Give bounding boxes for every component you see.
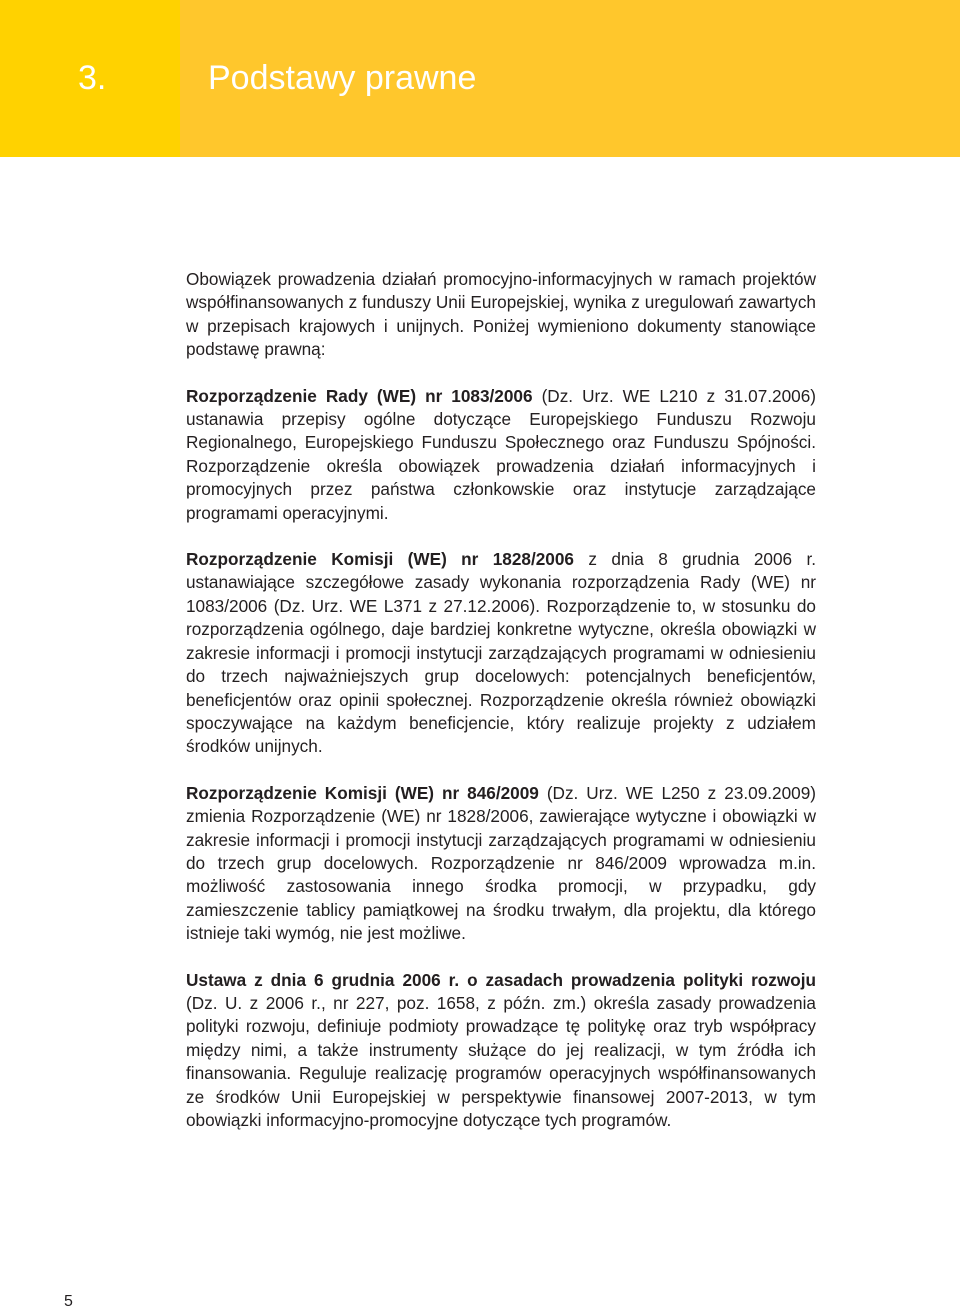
- document-body: [186, 268, 816, 1155]
- chapter-title: Podstawy prawne: [208, 59, 477, 97]
- legal-act-title: Rozporządzenie Komisji (WE) nr 846/2009: [186, 782, 539, 803]
- legal-act-description: (Dz. Urz. WE L250 z 23.09.2009) zmienia Rozporządzenie (WE) nr 1828/2006, zawierające wytyczne i obowiązki w zakresie informacji i promocji instytucji zarządzających programami w odniesieniu do trzech grup docelowych. Rozporządzenie nr 846/2009 wprowadza m.in. możliwość zastosowania innego środka promocji, w przypadku, gdy zamieszczenie tablicy pamiątkowej na środku trwałym, dla projektu, dla którego istnieje taki wymóg, nie jest możliwe.: [186, 782, 817, 944]
- legal-act-title: Rozporządzenie Komisji (WE) nr 1828/2006: [186, 549, 574, 570]
- legal-act-title: Ustawa z dnia 6 grudnia 2006 r. o zasadach prowadzenia polityki rozwoju: [186, 969, 816, 990]
- legal-act-title: Rozporządzenie Rady (WE) nr 1083/2006: [186, 385, 533, 406]
- legal-basis-item-1: [186, 385, 816, 525]
- header-band: [0, 0, 960, 157]
- chapter-number: 3.: [78, 59, 107, 97]
- page-number: 5: [64, 1293, 73, 1310]
- legal-act-description: (Dz. Urz. WE L210 z 31.07.2006) ustanawia przepisy ogólne dotyczące Europejskiego Funduszu Rozwoju Regionalnego, Europejskiego Funduszu Społecznego oraz Funduszu Spójności. Rozporządzenie określa obowiązek prowadzenia działań informacyjnych i promocyjnych przez państwa członkowskie oraz instytucje zarządzające programami operacyjnymi.: [186, 385, 816, 523]
- legal-act-description: (Dz. U. z 2006 r., nr 227, poz. 1658, z późn. zm.) określa zasady prowadzenia polityki rozwoju, definiuje podmioty prowadzące tę politykę oraz tryb współpracy między nimi, a także instrumenty służące do jej realizacji, w tym źródła ich finansowania. Reguluje realizację programów operacyjnych współfinansowanych ze środków Unii Europejskiej w perspektywie finansowej 2007-2013, w tym obowiązki informacyjno-promocyjne dotyczące tych programów.: [186, 992, 816, 1130]
- legal-basis-item-4: [186, 969, 816, 1133]
- legal-basis-item-3: [186, 782, 816, 946]
- intro-paragraph: Obowiązek prowadzenia działań promocyjno-informacyjnych w ramach projektów współfinansowanych z funduszy Unii Europejskiej, wynika z uregulowań zawartych w przepisach krajowych i unijnych. Poniżej wymieniono dokumenty stanowiące podstawę prawną:: [186, 269, 816, 360]
- legal-act-description: z dnia 8 grudnia 2006 r. ustanawiające szczegółowe zasady wykonania rozporządzenia Rady (WE) nr 1083/2006 (Dz. Urz. WE L371 z 27.12.2006). Rozporządzenie to, w stosunku do rozporządzenia ogólnego, daje bardziej konkretne wytyczne, określa obowiązki w zakresie informacji i promocji instytucji zarządzających programami w odniesieniu do trzech najważniejszych grup docelowych: potencjalnych beneficjentów, beneficjentów oraz opinii społecznej. Rozporządzenie określa również obowiązki spoczywające na każdym beneficjencie, który realizuje projekty z udziałem środków unijnych.: [186, 549, 817, 757]
- legal-basis-item-2: [186, 548, 816, 759]
